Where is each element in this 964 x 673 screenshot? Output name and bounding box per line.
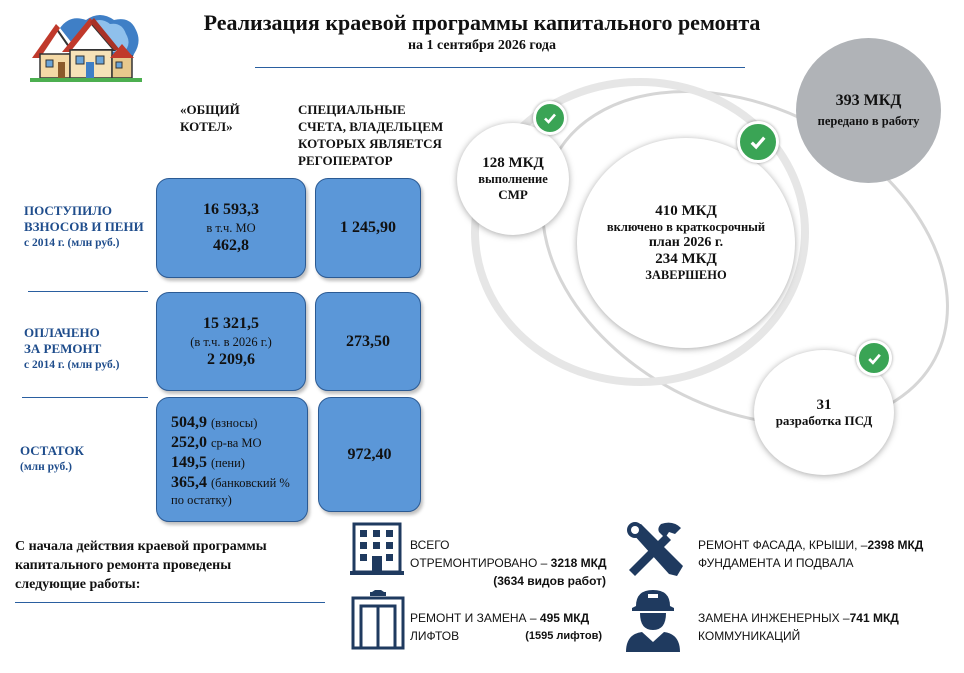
paid-special-box: 273,50: [315, 292, 421, 391]
page-title: Реализация краевой программы капитального ремонта: [203, 10, 761, 35]
check-icon: [533, 101, 567, 135]
circle-smr: 128 МКД выполнение СМР: [457, 123, 569, 235]
works-divider: [15, 602, 325, 603]
paid-common-box: 15 321,5 (в т.ч. в 2026 г.) 2 209,6: [156, 292, 306, 391]
column-header-special: СПЕЦИАЛЬНЫЕ СЧЕТА, ВЛАДЕЛЬЦЕМ КОТОРЫХ ЯВЛЯЕТСЯ РЕГОПЕРАТОР: [298, 102, 444, 168]
circle-psd: 31 разработка ПСД: [754, 350, 894, 475]
works-heading: С начала действия краевой программы капитального ремонта проведены следующие работы:: [15, 539, 267, 592]
work-engineering: ЗАМЕНА ИНЖЕНЕРНЫХ –741 МКД КОММУНИКАЦИЙ: [698, 611, 899, 643]
row-label-paid: ОПЛАЧЕНО ЗА РЕМОНТ с 2014 г. (млн руб.): [24, 325, 120, 371]
balance-common-box: 504,9 (взносы) 252,0 ср-ва МО 149,5 (пени) 365,4 (банковский % по остатку): [156, 397, 308, 522]
work-total: ВСЕГО ОТРЕМОНТИРОВАНО – 3218 МКД (3634 видов работ): [410, 538, 607, 588]
building-icon: [350, 520, 404, 576]
tools-icon: [625, 520, 687, 580]
circle-plan: 410 МКД включено в краткосрочный план 2026 г. 234 МКД ЗАВЕРШЕНО: [577, 138, 795, 348]
row-label-received: ПОСТУПИЛО ВЗНОСОВ И ПЕНИ с 2014 г. (млн руб.): [24, 203, 144, 249]
received-common-box: 16 593,3 в т.ч. МО 462,8: [156, 178, 306, 278]
work-elevators: РЕМОНТ И ЗАМЕНА – 495 МКД ЛИФТОВ (1595 лифтов): [410, 611, 602, 643]
received-special-box: 1 245,90: [315, 178, 421, 278]
column-header-common: «ОБЩИЙ КОТЕЛ»: [180, 102, 240, 134]
elevator-icon: [350, 590, 406, 650]
row-label-balance: ОСТАТОК (млн руб.): [20, 443, 84, 473]
worker-icon: [622, 586, 684, 652]
row-divider: [28, 291, 148, 292]
circle-transferred: 393 МКД передано в работу: [796, 38, 941, 183]
check-icon: [856, 340, 892, 376]
balance-special-box: 972,40: [318, 397, 421, 512]
page-subtitle: на 1 сентября 2026 года: [407, 38, 557, 53]
row-divider: [22, 397, 148, 398]
check-icon: [737, 121, 779, 163]
work-facade: РЕМОНТ ФАСАДА, КРЫШИ, –2398 МКД ФУНДАМЕНТА И ПОДВАЛА: [698, 538, 924, 570]
